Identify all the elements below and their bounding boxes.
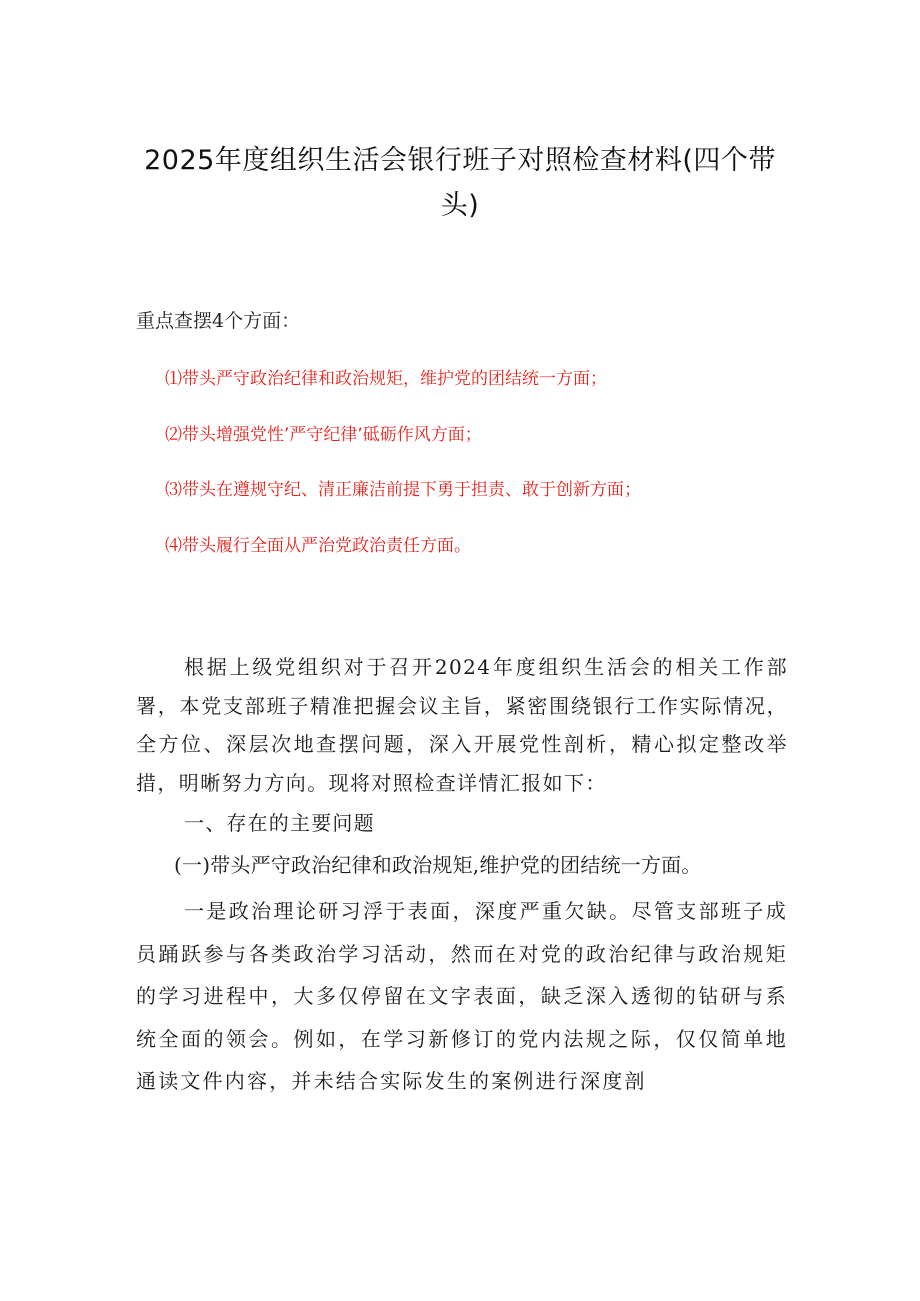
document-body <box>136 648 788 1103</box>
focus-intro-label: 重点查摆4个方面： <box>136 310 301 332</box>
focus-item-4: ⑷带头履行全面从严治党政治责任方面。 <box>165 535 471 556</box>
document-title: 2025年度组织生活会银行班子对照检查材料(四个带头) <box>144 145 776 221</box>
focus-list <box>165 365 641 587</box>
detail-paragraph: 一是政治理论研习浮于表面，深度严重欠缺。尽管支部班子成员踊跃参与各类政治学习活动，然而在对党的政治纪律与政治规矩的学习进程中，大多仅停留在文字表面，缺乏深入透彻的钻研与系统全面的领会。例如，在学习新修订的党内法规之际，仅仅简单地通读文件内容，并未结合实际发生的案例进行深度剖 <box>136 899 788 1093</box>
sub-heading: (一)带头严守政治纪律和政治规矩,维护党的团结统一方面。 <box>174 853 702 877</box>
focus-item-1: ⑴带头严守政治纪律和政治规矩，维护党的团结统一方面； <box>165 369 607 389</box>
focus-item-3: ⑶带头在遵规守纪、清正廉洁前提下勇于担责、敢于创新方面； <box>165 480 641 500</box>
section-heading: 一、存在的主要问题 <box>184 811 375 835</box>
intro-paragraph: 根据上级党组织对于召开2024年度组织生活会的相关工作部署，本党支部班子精准把握会议主旨，紧密围绕银行工作实际情况，全方位、深层次地查摆问题，深入开展党性剖析，精心拟定整改举措，明晰努力方向。现将对照检查详情汇报如下： <box>136 655 788 795</box>
focus-item-2: ⑵带头增强党性’严守纪律’砥砺作风方面； <box>165 424 482 445</box>
